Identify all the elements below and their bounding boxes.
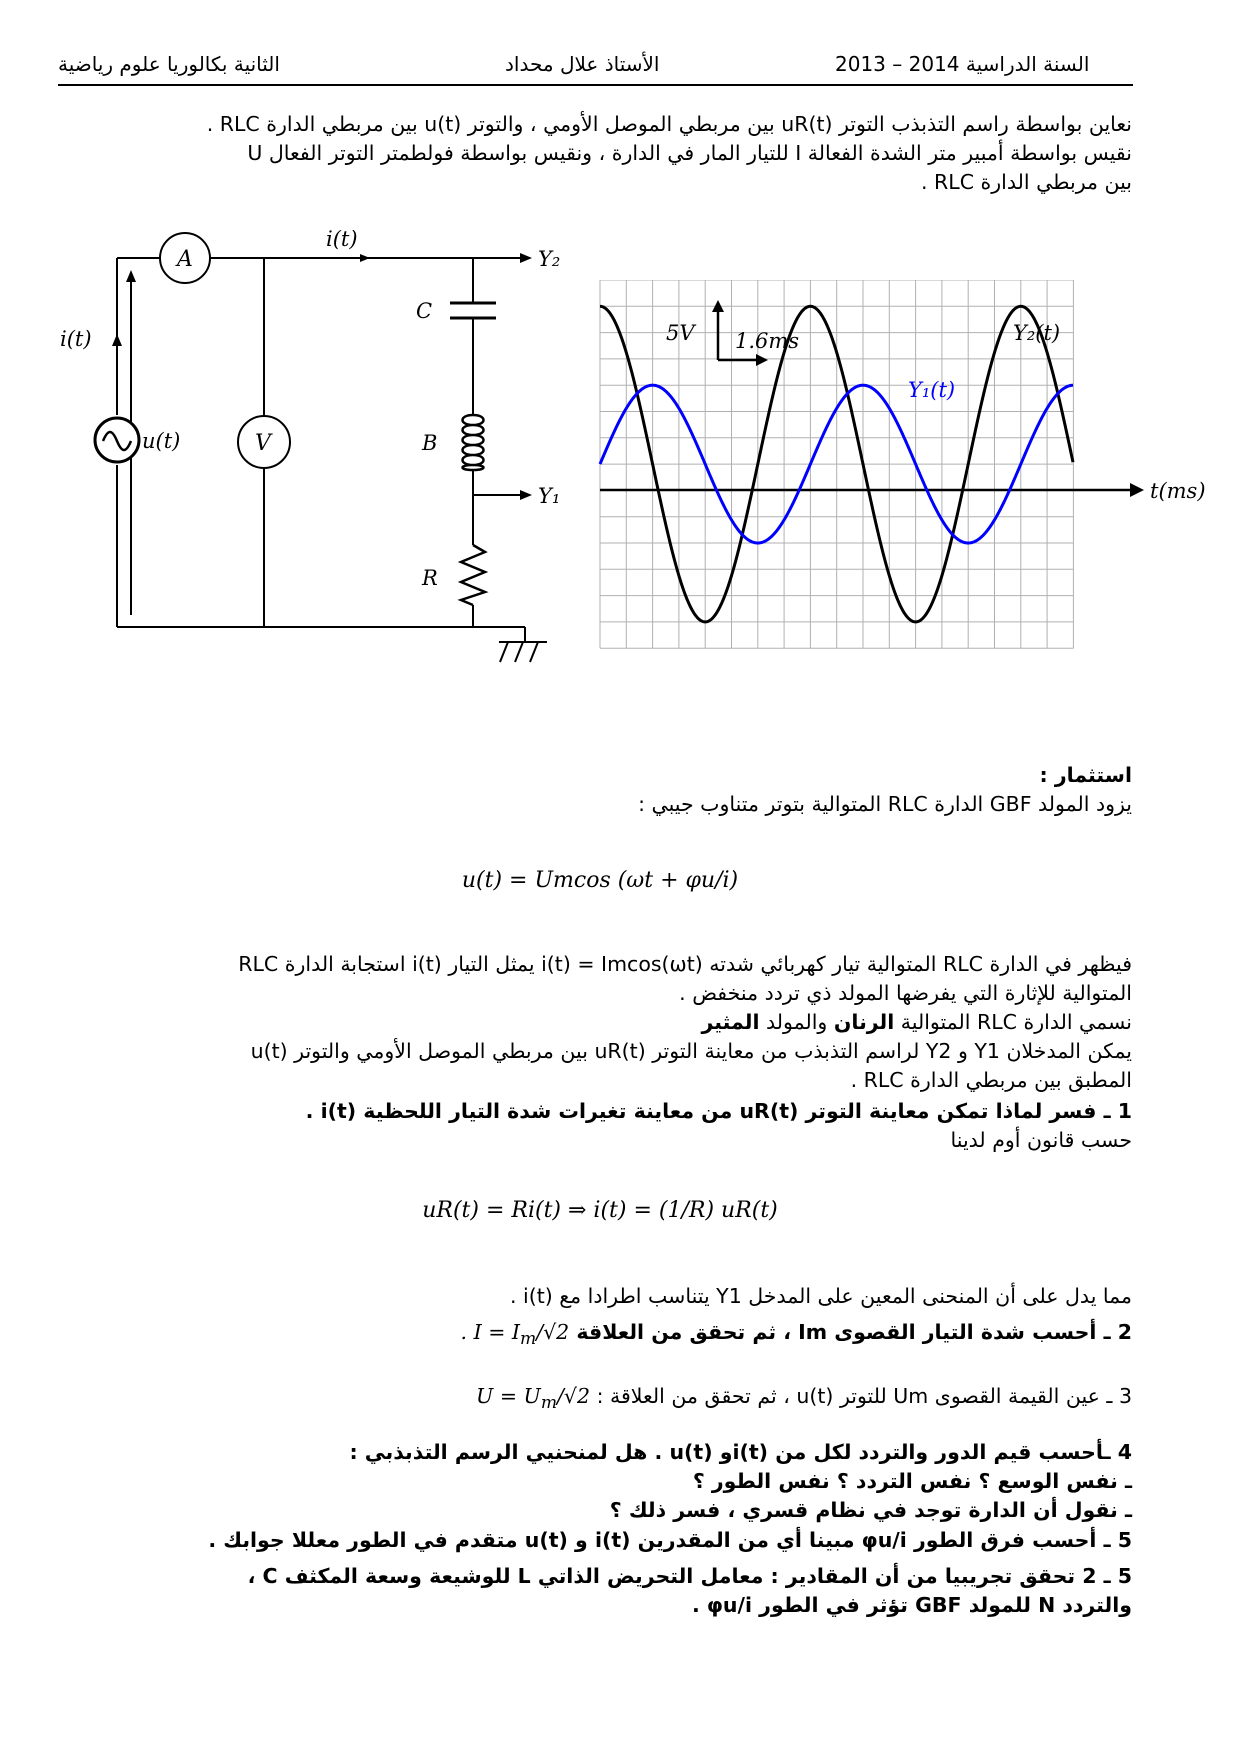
p3-a: نسمي الدارة RLC المتوالية: [900, 1010, 1132, 1034]
voltmeter-label: V: [255, 431, 271, 456]
y1-label: Y₁: [538, 484, 561, 508]
oscilloscope-screen: [590, 280, 1230, 720]
resistor-label: R: [422, 566, 438, 590]
capacitor-label: C: [416, 299, 433, 323]
p3-b: الرنان: [833, 1010, 895, 1034]
question-4: 4 ـأحسب قيم الدور والتردد لكل من i(t)و u(t) . هل لمنحنيي الرسم التذبذبي :: [349, 1440, 1132, 1464]
question-3-text: 3 ـ عين القيمة القصوى Um للتوتر u(t) ، ثم تحقق من العلاقة :: [596, 1384, 1132, 1408]
intro-line-3: بين مربطي الدارة RLC .: [920, 170, 1132, 194]
header-right: الثانية بكالوريا علوم رياضية: [58, 52, 280, 76]
header-rule: [58, 84, 1133, 86]
question-1-conclusion: مما يدل على أن المنحنى المعين على المدخل Y1 يتناسب اطرادا مع i(t) .: [509, 1284, 1132, 1308]
question-4-b: ـ نقول أن الدارة توجد في نظام قسري ، فسر ذلك ؟: [609, 1498, 1132, 1522]
equation-ohm: uR(t) = Ri(t) ⇒ i(t) = (1/R) uR(t): [422, 1198, 778, 1223]
voltage-label: u(t): [142, 429, 181, 453]
coil-label: B: [422, 431, 438, 455]
question-1-answer: حسب قانون أوم لدينا: [950, 1128, 1132, 1152]
volt-scale-label: 5V: [666, 321, 695, 345]
question-2-text: 2 ـ أحسب شدة التيار القصوى Im ، ثم تحقق من العلاقة: [576, 1320, 1132, 1344]
ammeter-label: A: [177, 247, 193, 272]
y2-curve-label: Y₂(t): [1013, 321, 1061, 345]
intro-line-1: نعاين بواسطة راسم التذبذب التوتر uR(t) بين مربطي الموصل الأومي ، والتوتر u(t) بين مربطي الدارة RLC .: [206, 112, 1132, 136]
header-left: السنة الدراسية 2014 – 2013: [835, 52, 1090, 76]
paragraph-3: [57, 1008, 1132, 1037]
question-3: [57, 1382, 1132, 1418]
question-4-a: ـ نفس الوسع ؟ نفس التردد ؟ نفس الطور ؟: [692, 1469, 1132, 1493]
section-line-1: يزود المولد GBF الدارة RLC المتوالية بتوتر متناوب جيبي :: [638, 792, 1132, 816]
intro-line-2: نقيس بواسطة أمبير متر الشدة الفعالة I للتيار المار في الدارة ، ونقيس بواسطة فولطمتر التوتر الفعال U: [247, 141, 1132, 165]
question-2: [57, 1318, 1132, 1354]
circuit-diagram: [50, 230, 570, 750]
question-3-formula: $U = U_m/√2$: [476, 1384, 591, 1414]
question-6-line-2: والتردد N للمولد GBF تؤثر في الطور φu/i .: [691, 1593, 1132, 1617]
p3-c: والمولد: [766, 1010, 828, 1034]
paragraph-1: فيظهر في الدارة RLC المتوالية تيار كهربائي شدته i(t) = Imcos(ωt) يمثل التيار i(t) استجابة الدارة RLC: [238, 952, 1132, 976]
current-left-label: i(t): [60, 327, 92, 351]
equation-u: u(t) = Umcos (ωt + φu/i): [461, 868, 739, 893]
paragraph-5: المطبق بين مربطي الدارة RLC .: [850, 1068, 1132, 1092]
time-axis-label: t(ms): [1150, 479, 1206, 503]
question-6-line-1: 5 ـ 2 تحقق تجريبيا من أن المقادير : معامل التحريض الذاتي L للوشيعة وسعة المكثف C ،: [247, 1564, 1132, 1588]
time-scale-label: 1.6ms: [735, 329, 800, 353]
paragraph-4: يمكن المدخلان Y1 و Y2 لراسم التذبذب من معاينة التوتر uR(t) بين مربطي الموصل الأومي والتوتر u(t): [250, 1039, 1132, 1063]
question-5: 5 ـ أحسب فرق الطور φu/i مبينا أي من المقدرين i(t) و u(t) متقدم في الطور معللا جوابك .: [208, 1528, 1132, 1552]
y1-curve-label: Y₁(t): [908, 378, 956, 402]
question-1: 1 ـ فسر لماذا تمكن معاينة التوتر uR(t) من معاينة تغيرات شدة التيار اللحظية i(t) .: [305, 1099, 1132, 1123]
y2-label: Y₂: [538, 247, 561, 271]
time-axis-arrow: [1130, 483, 1144, 497]
current-top-label: i(t): [326, 230, 358, 251]
resistor-icon: [461, 545, 485, 605]
paragraph-2: المتوالية للإثارة التي يفرضها المولد ذي تردد منخفض .: [679, 981, 1132, 1005]
header-center: الأستاذ علال محداد: [505, 52, 660, 76]
question-2-formula: $I = I_m/√2$ .: [460, 1320, 570, 1350]
coil-icon: [463, 415, 484, 470]
section-title: استثمار :: [1039, 763, 1132, 787]
p3-d: المثير: [701, 1010, 760, 1034]
